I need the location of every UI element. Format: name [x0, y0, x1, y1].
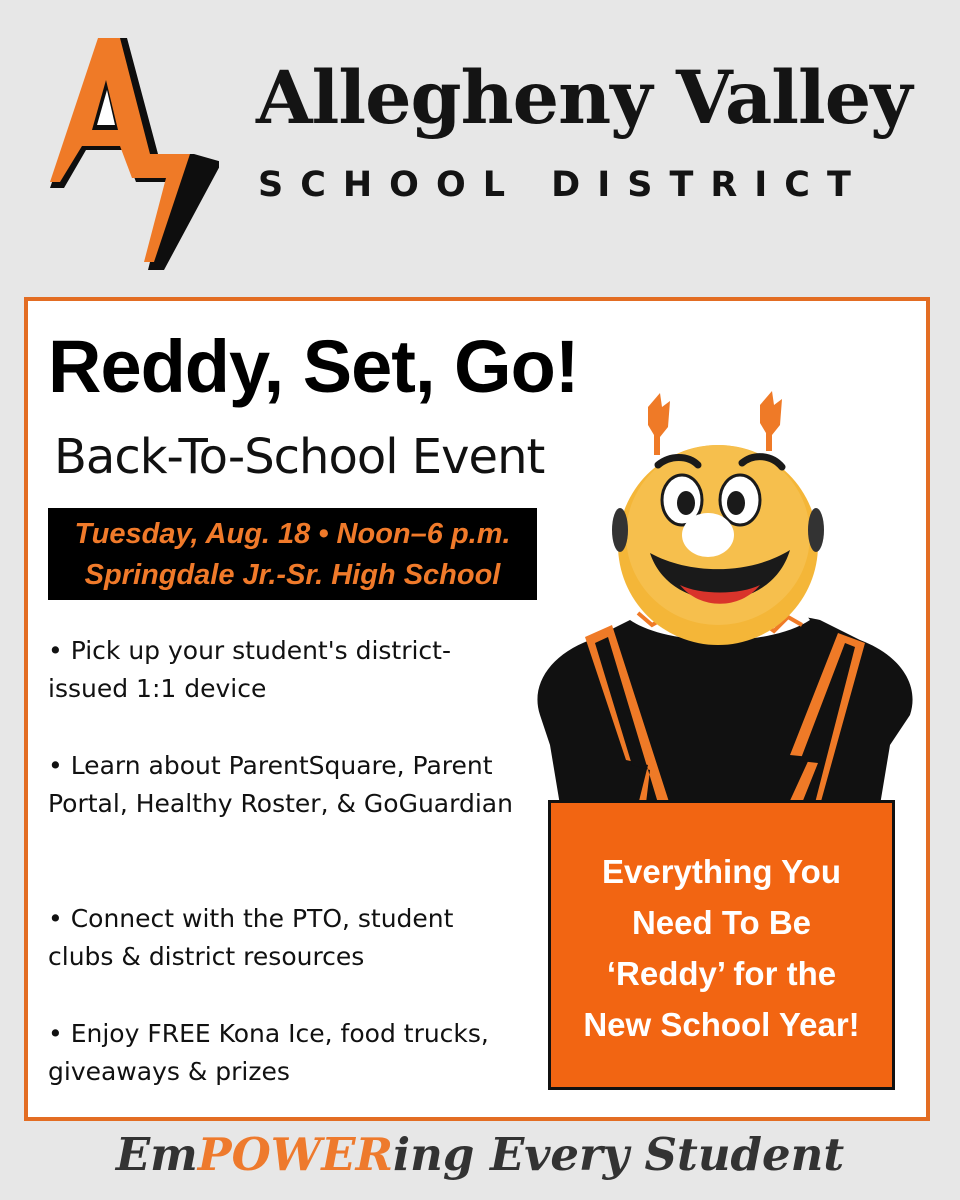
event-title: Reddy, Set, Go! [48, 325, 579, 408]
org-name: Allegheny Valley [256, 55, 912, 141]
tagline-prefix: Em [115, 1128, 198, 1181]
bullet-device-pickup: • Pick up your student's district-issued 1:1 device [48, 636, 452, 703]
mascot-icon [520, 385, 920, 805]
footer-tagline [0, 1128, 960, 1182]
tagline-accent: POWER [197, 1128, 394, 1181]
bullet-free-treats: • Enjoy FREE Kona Ice, food trucks, giveaways & prizes [48, 1019, 489, 1086]
org-subtitle: SCHOOL DISTRICT [258, 165, 868, 205]
av-logo-icon [44, 30, 219, 270]
callout-line: Everything You [602, 853, 841, 890]
event-date-time: Tuesday, Aug. 18 • Noon–6 p.m. [74, 518, 511, 550]
event-location: Springdale Jr.-Sr. High School [84, 559, 501, 591]
callout-box [548, 800, 895, 1090]
callout-line: Need To Be [631, 904, 812, 941]
event-details-box [48, 508, 537, 600]
event-subtitle: Back-To-School Event [54, 429, 545, 485]
bullet-connect-pto: • Connect with the PTO, student clubs & district resources [48, 904, 454, 971]
callout-line: ‘Reddy’ for the [606, 955, 837, 992]
tagline-suffix: ing Every Student [393, 1128, 845, 1181]
bullet-learn-apps: • Learn about ParentSquare, Parent Portal, Healthy Roster, & GoGuardian [48, 751, 513, 818]
callout-line: New School Year! [583, 1006, 860, 1043]
